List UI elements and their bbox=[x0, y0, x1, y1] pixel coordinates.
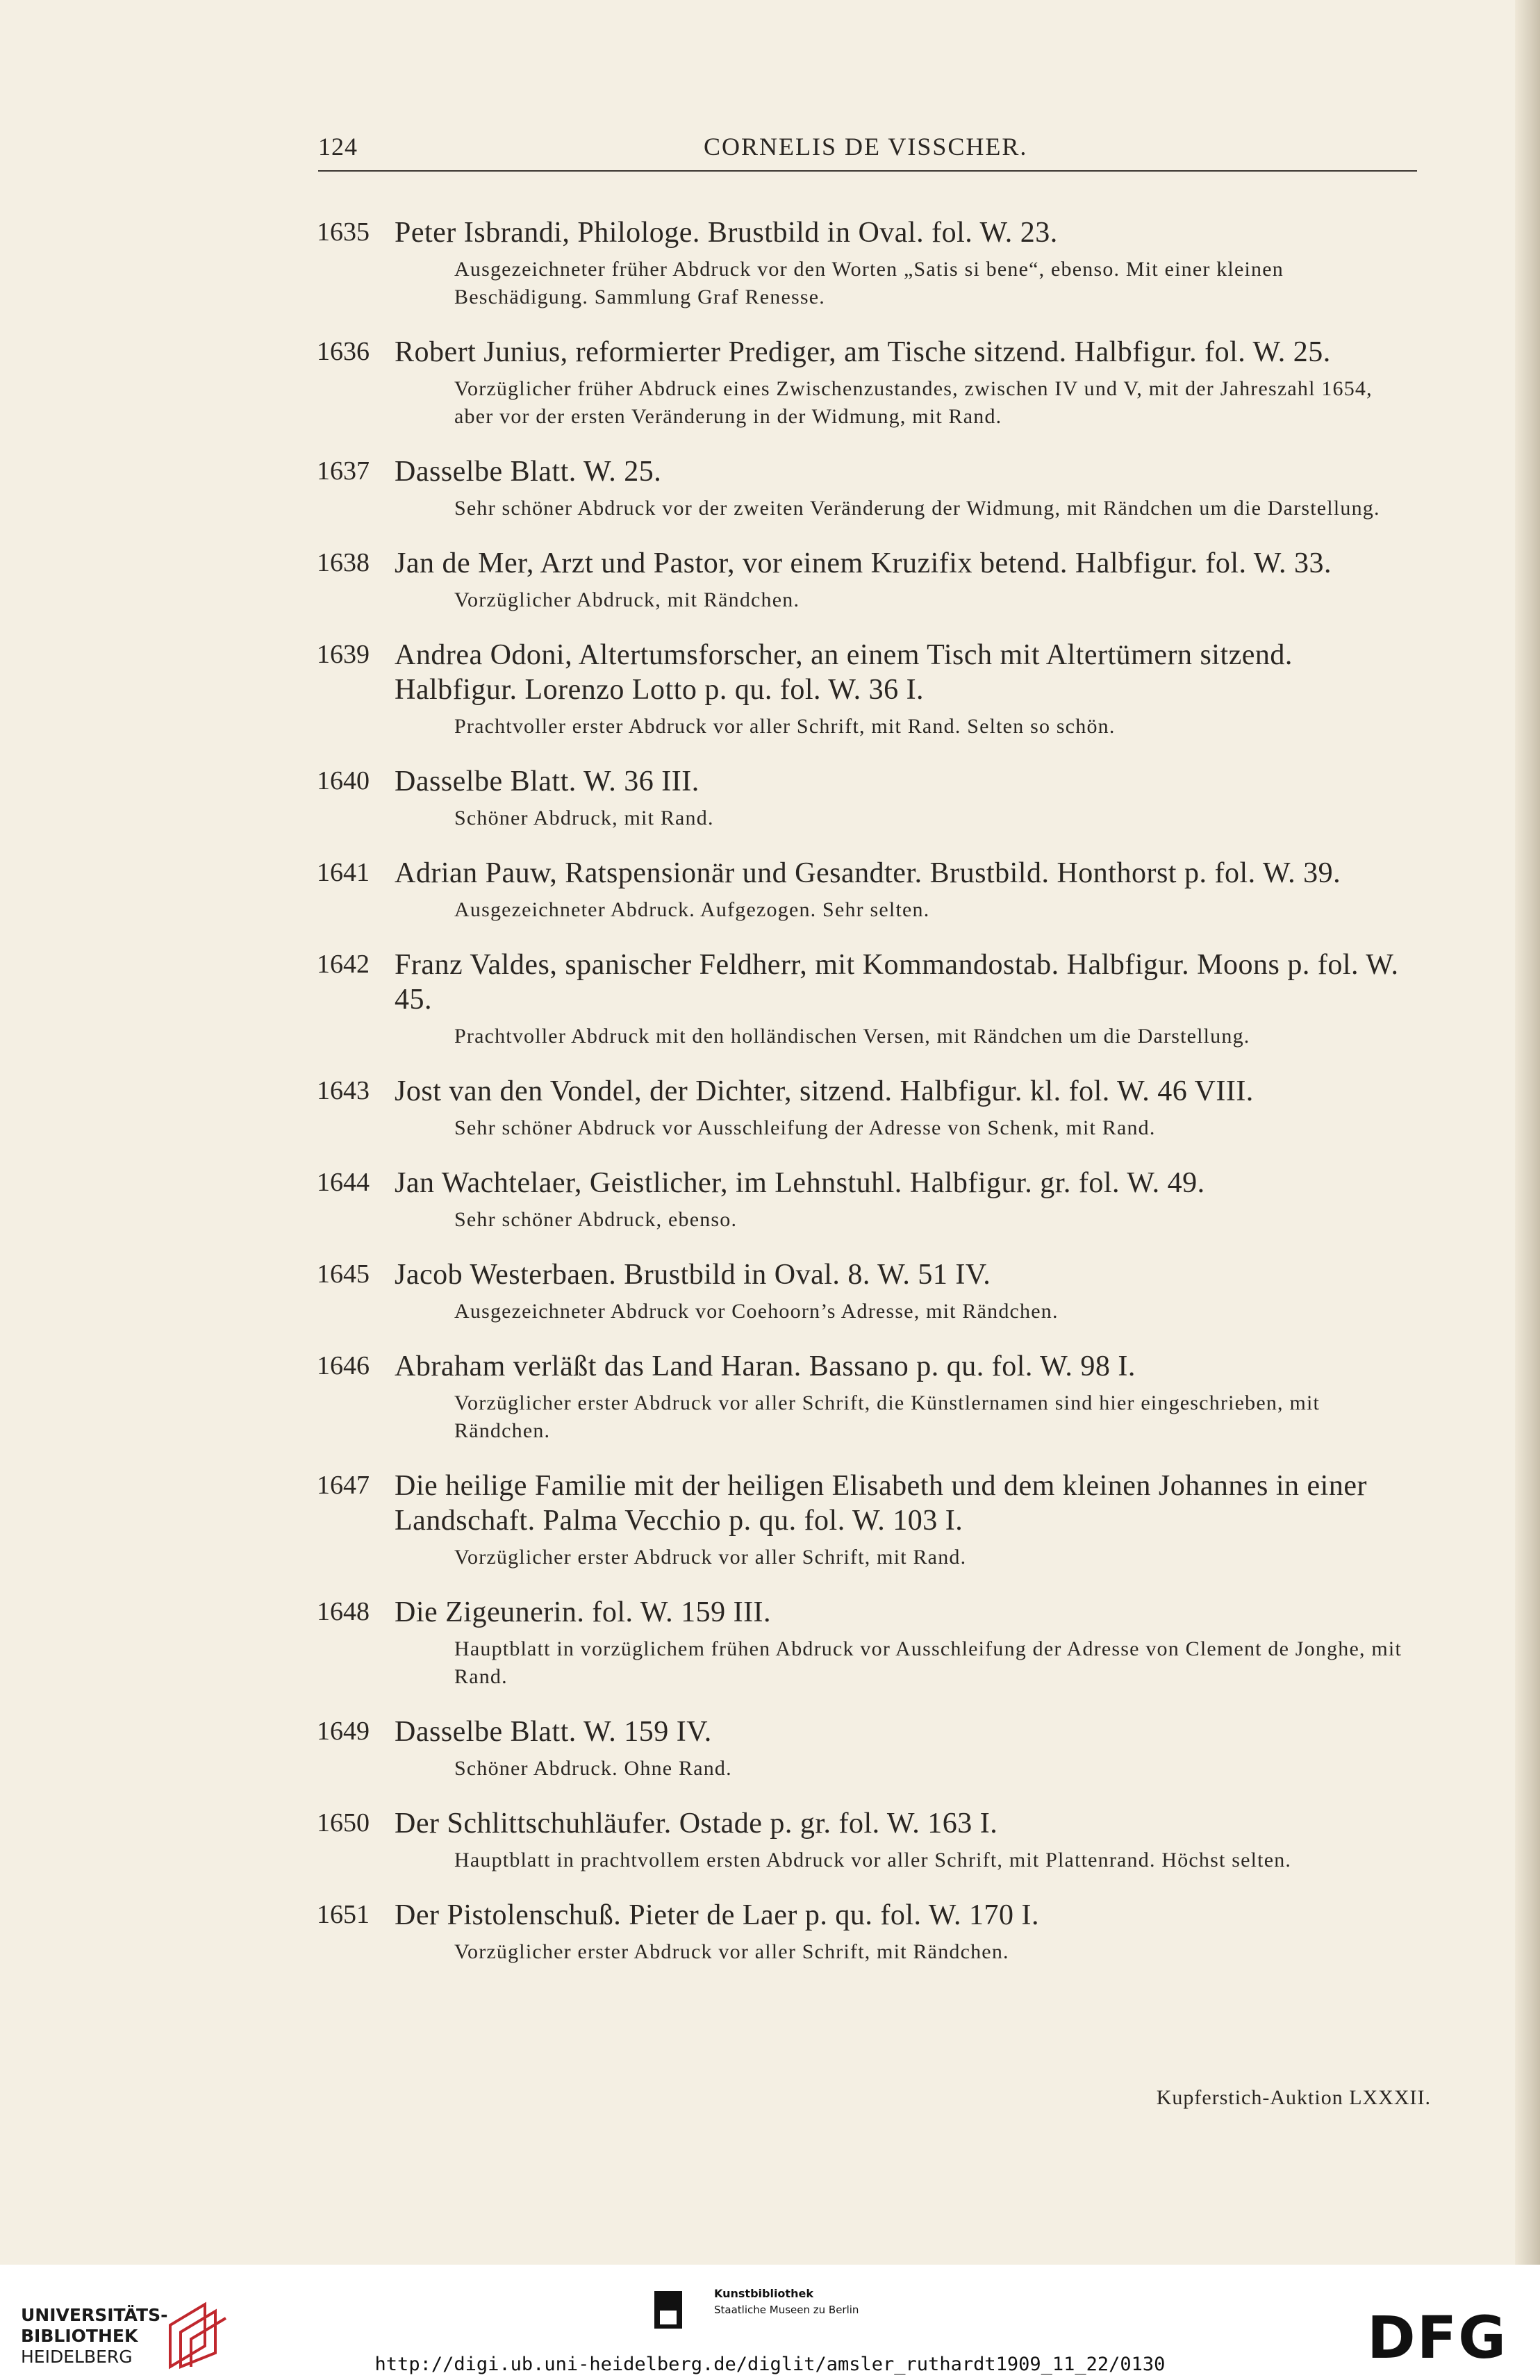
catalog-entry bbox=[317, 1595, 1428, 1691]
entry-description: Schöner Abdruck. Ohne Rand. bbox=[454, 1757, 732, 1780]
entry-description: Sehr schöner Abdruck vor Ausschleifung der Adresse von Schenk, mit Rand. bbox=[454, 1116, 1156, 1139]
catalog-entry bbox=[317, 1074, 1428, 1142]
entry-title: Dasselbe Blatt. W. 36 III. bbox=[395, 766, 699, 798]
entry-description: Ausgezeichneter Abdruck. Aufgezogen. Sehr selten. bbox=[454, 898, 930, 921]
entry-number: 1646 bbox=[317, 1351, 370, 1380]
catalog-entry bbox=[317, 1898, 1428, 1966]
entry-title: Peter Isbrandi, Philologe. Brustbild in Oval. fol. W. 23. bbox=[395, 217, 1058, 249]
catalog-entry bbox=[317, 1166, 1428, 1234]
kunstbibliothek-logo bbox=[654, 2286, 891, 2334]
entry-title: Die Zigeunerin. fol. W. 159 III. bbox=[395, 1596, 772, 1628]
entry-number: 1649 bbox=[317, 1717, 370, 1746]
catalog-entries bbox=[317, 215, 1428, 1990]
entry-title: Der Pistolenschuß. Pieter de Laer p. qu. fol. W. 170 I. bbox=[395, 1899, 1039, 1931]
entry-title: Die heilige Familie mit der heiligen Elisabeth und dem kleinen Johannes in einer Landschaft. Palma Vecchio p. qu. fol. W. 103 I. bbox=[395, 1470, 1367, 1537]
entry-title: Jacob Westerbaen. Brustbild in Oval. 8. W. 51 IV. bbox=[395, 1259, 991, 1291]
entry-number: 1642 bbox=[317, 950, 370, 979]
entry-number: 1647 bbox=[317, 1471, 370, 1500]
catalog-entry bbox=[317, 1349, 1428, 1445]
kb-name: Kunstbibliothek bbox=[714, 2287, 813, 2300]
catalog-entry bbox=[317, 454, 1428, 522]
entry-title: Jost van den Vondel, der Dichter, sitzend. Halbfigur. kl. fol. W. 46 VIII. bbox=[395, 1075, 1254, 1107]
catalog-entry bbox=[317, 1257, 1428, 1325]
digitization-footer bbox=[0, 2265, 1540, 2380]
entry-number: 1645 bbox=[317, 1259, 370, 1289]
catalog-entry bbox=[317, 1469, 1428, 1571]
entry-number: 1651 bbox=[317, 1900, 370, 1929]
entry-description: Sehr schöner Abdruck, ebenso. bbox=[454, 1208, 738, 1231]
entry-title: Jan Wachtelaer, Geistlicher, im Lehnstuhl. Halbfigur. gr. fol. W. 49. bbox=[395, 1167, 1205, 1199]
entry-number: 1639 bbox=[317, 640, 370, 669]
running-title: CORNELIS DE VISSCHER. bbox=[704, 133, 1028, 160]
entry-title: Abraham verläßt das Land Haran. Bassano p. qu. fol. W. 98 I. bbox=[395, 1350, 1136, 1382]
entry-description: Vorzüglicher erster Abdruck vor aller Schrift, die Künstlernamen sind hier eingeschrieben, mit Rändchen. bbox=[454, 1391, 1320, 1442]
ub-line3: HEIDELBERG bbox=[21, 2347, 133, 2367]
entry-number: 1643 bbox=[317, 1076, 370, 1105]
catalog-entry bbox=[317, 1714, 1428, 1783]
ub-line2: BIBLIOTHEK bbox=[21, 2326, 138, 2346]
entry-number: 1635 bbox=[317, 217, 370, 247]
entry-description: Vorzüglicher früher Abdruck eines Zwischenzustandes, zwischen IV und V, mit der Jahreszahl 1654, aber vor der ersten Veränderung in der Widmung, mit Rand. bbox=[454, 377, 1373, 428]
entry-title: Jan de Mer, Arzt und Pastor, vor einem Kruzifix betend. Halbfigur. fol. W. 33. bbox=[395, 547, 1332, 579]
catalog-entry bbox=[317, 546, 1428, 614]
entry-number: 1638 bbox=[317, 548, 370, 577]
catalog-entry bbox=[317, 856, 1428, 924]
entry-title: Robert Junius, reformierter Prediger, am Tische sitzend. Halbfigur. fol. W. 25. bbox=[395, 336, 1331, 368]
book-gutter bbox=[1515, 0, 1540, 2265]
entry-number: 1644 bbox=[317, 1168, 370, 1197]
entry-description: Vorzüglicher erster Abdruck vor aller Schrift, mit Rand. bbox=[454, 1546, 967, 1569]
entry-description: Vorzüglicher Abdruck, mit Rändchen. bbox=[454, 588, 800, 611]
catalog-entry bbox=[317, 1806, 1428, 1874]
entry-description: Ausgezeichneter früher Abdruck vor den Worten „Satis si bene“, ebenso. Mit einer kleinen Beschädigung. Sammlung Graf Renesse. bbox=[454, 258, 1284, 308]
entry-description: Sehr schöner Abdruck vor der zweiten Veränderung der Widmung, mit Rändchen um die Darstellung. bbox=[454, 497, 1380, 520]
auction-signature: Kupferstich-Auktion LXXXII. bbox=[1156, 2086, 1431, 2109]
kunstbibliothek-wordmark bbox=[714, 2286, 859, 2317]
entry-description: Schöner Abdruck, mit Rand. bbox=[454, 807, 714, 829]
ub-line1: UNIVERSITÄTS- bbox=[21, 2305, 168, 2325]
catalog-entry bbox=[317, 638, 1428, 741]
entry-description: Prachtvoller erster Abdruck vor aller Schrift, mit Rand. Selten so schön. bbox=[454, 715, 1116, 738]
entry-number: 1650 bbox=[317, 1808, 370, 1837]
catalog-entry bbox=[317, 335, 1428, 431]
dfg-logo: DFG bbox=[1367, 2304, 1508, 2372]
entry-description: Hauptblatt in vorzüglichem frühen Abdruck vor Ausschleifung der Adresse von Clement de Jonghe, mit Rand. bbox=[454, 1637, 1402, 1688]
permalink-url[interactable]: http://digi.ub.uni-heidelberg.de/diglit/amsler_ruthardt1909_11_22/0130 bbox=[374, 2354, 1166, 2375]
entry-number: 1640 bbox=[317, 766, 370, 795]
kunstbibliothek-emblem-icon bbox=[654, 2291, 682, 2329]
entry-description: Ausgezeichneter Abdruck vor Coehoorn’s Adresse, mit Rändchen. bbox=[454, 1300, 1059, 1323]
entry-number: 1637 bbox=[317, 456, 370, 486]
entry-title: Adrian Pauw, Ratspensionär und Gesandter. Brustbild. Honthorst p. fol. W. 39. bbox=[395, 857, 1341, 889]
entry-description: Prachtvoller Abdruck mit den holländischen Versen, mit Rändchen um die Darstellung. bbox=[454, 1025, 1250, 1048]
entry-number: 1636 bbox=[317, 337, 370, 366]
page-number: 124 bbox=[318, 133, 358, 160]
entry-title: Franz Valdes, spanischer Feldherr, mit Kommandostab. Halbfigur. Moons p. fol. W. 45. bbox=[395, 949, 1399, 1016]
catalog-entry bbox=[317, 948, 1428, 1050]
page-header bbox=[318, 132, 1416, 167]
catalog-entry bbox=[317, 764, 1428, 832]
catalog-entry bbox=[317, 215, 1428, 311]
entry-description: Hauptblatt in prachtvollem ersten Abdruck vor aller Schrift, mit Plattenrand. Höchst selten. bbox=[454, 1849, 1292, 1871]
kb-institution: Staatliche Museen zu Berlin bbox=[714, 2304, 859, 2316]
entry-title: Dasselbe Blatt. W. 159 IV. bbox=[395, 1716, 712, 1748]
entry-description: Vorzüglicher erster Abdruck vor aller Schrift, mit Rändchen. bbox=[454, 1940, 1009, 1963]
entry-number: 1648 bbox=[317, 1597, 370, 1626]
entry-title: Der Schlittschuhläufer. Ostade p. gr. fol. W. 163 I. bbox=[395, 1808, 998, 1840]
header-rule bbox=[318, 170, 1417, 172]
entry-title: Dasselbe Blatt. W. 25. bbox=[395, 456, 662, 488]
entry-title: Andrea Odoni, Altertumsforscher, an einem Tisch mit Altertümern sitzend. Halbfigur. Lorenzo Lotto p. qu. fol. W. 36 I. bbox=[395, 639, 1293, 706]
entry-number: 1641 bbox=[317, 858, 370, 887]
